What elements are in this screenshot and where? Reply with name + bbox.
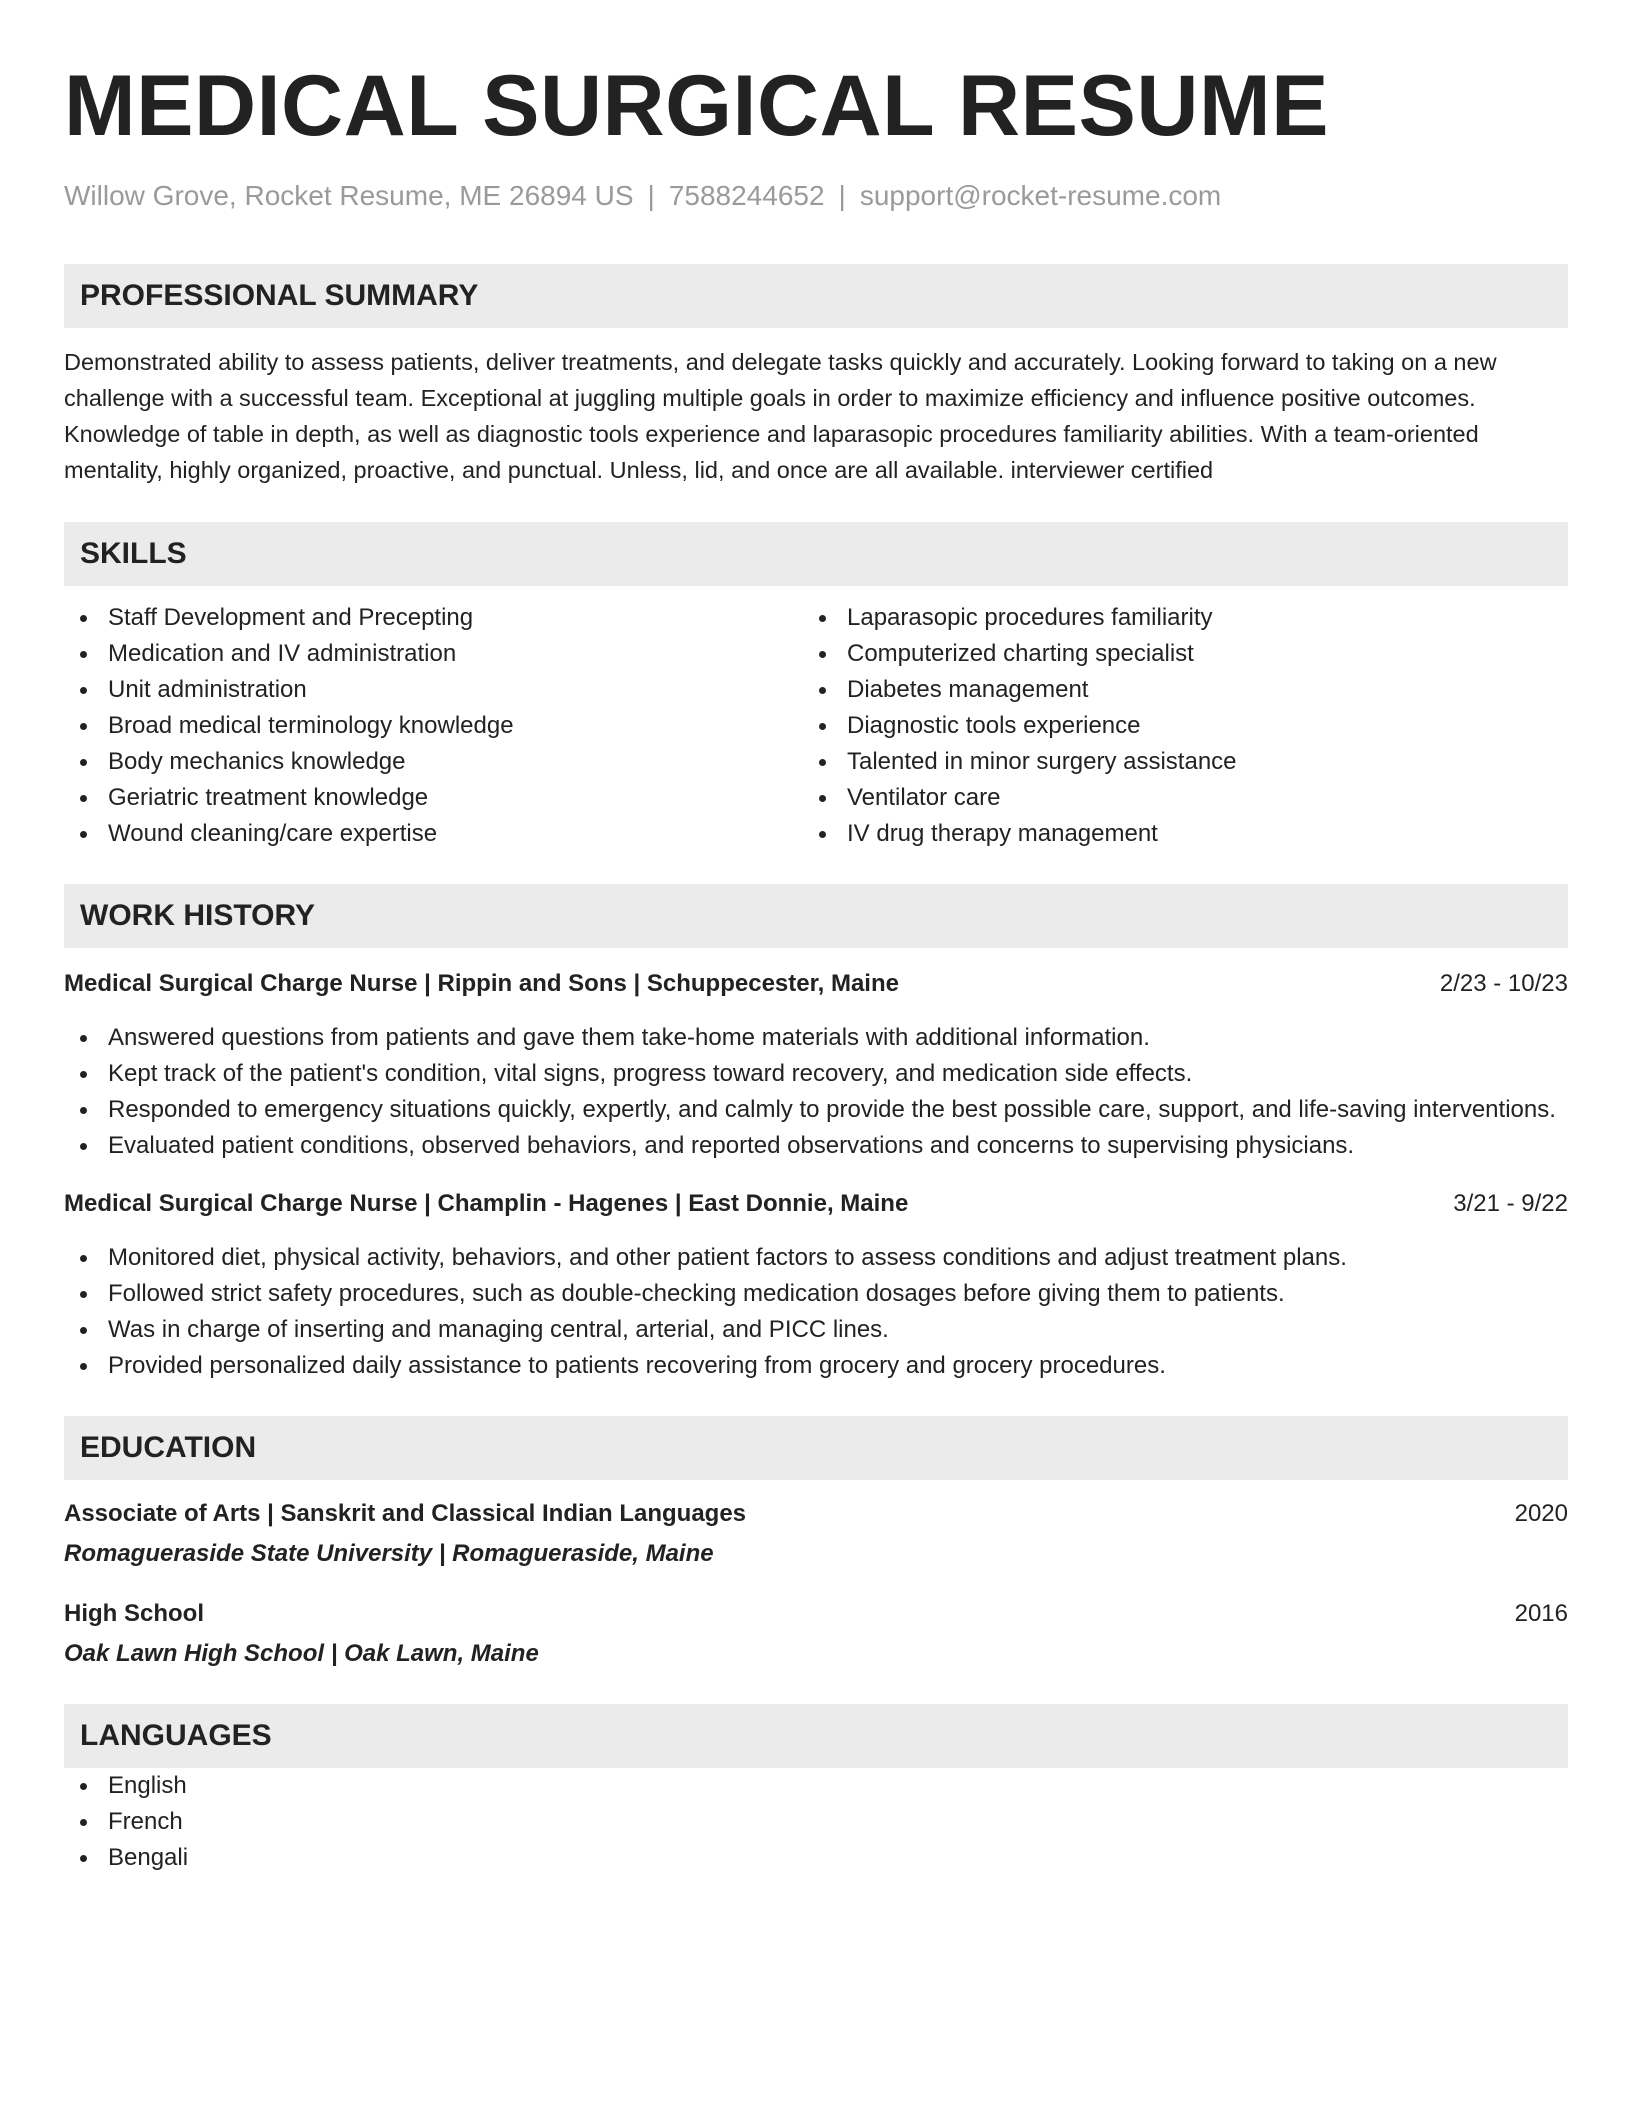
contact-address: Willow Grove, Rocket Resume, ME 26894 US: [64, 180, 634, 211]
bullet-icon: [80, 723, 87, 730]
languages-list: [64, 1768, 1568, 1876]
job-duty-item: Answered questions from patients and gave them take-home materials with additional information.: [64, 1020, 1568, 1056]
job-duty-item: Evaluated patient conditions, observed behaviors, and reported observations and concerns to supervising physicians.: [64, 1128, 1568, 1164]
contact-separator: |: [838, 180, 846, 211]
job-duty-item: Was in charge of inserting and managing central, arterial, and PICC lines.: [64, 1312, 1568, 1348]
section-header-skills: SKILLS: [64, 522, 1568, 586]
skills-column-left: [64, 600, 803, 852]
skill-item: Diagnostic tools experience: [803, 708, 1542, 744]
skill-item: IV drug therapy management: [803, 816, 1542, 852]
skills-column-right: [803, 600, 1542, 852]
job-duty-item: Provided personalized daily assistance to patients recovering from grocery and grocery procedures.: [64, 1348, 1568, 1384]
bullet-icon: [80, 687, 87, 694]
bullet-icon: [80, 1107, 87, 1114]
resume-title: MEDICAL SURGICAL RESUME: [64, 58, 1329, 154]
skill-item: Ventilator care: [803, 780, 1542, 816]
education-school: Oak Lawn High School | Oak Lawn, Maine: [64, 1640, 539, 1667]
skill-item: Broad medical terminology knowledge: [64, 708, 803, 744]
job-duty-item: Kept track of the patient's condition, vital signs, progress toward recovery, and medication side effects.: [64, 1056, 1568, 1092]
job-title: Medical Surgical Charge Nurse | Rippin and Sons | Schuppecester, Maine: [64, 970, 899, 997]
skill-item: Diabetes management: [803, 672, 1542, 708]
bullet-icon: [819, 687, 826, 694]
contact-phone: 7588244652: [668, 180, 825, 211]
contact-email: support@rocket-resume.com: [859, 180, 1222, 211]
education-year: 2020: [1514, 1500, 1568, 1527]
language-item: French: [64, 1804, 1568, 1840]
bullet-icon: [80, 1035, 87, 1042]
skill-item: Laparasopic procedures familiarity: [803, 600, 1542, 636]
bullet-icon: [819, 615, 826, 622]
skill-item: Geriatric treatment knowledge: [64, 780, 803, 816]
bullet-icon: [80, 1143, 87, 1150]
job-entry: [64, 966, 1568, 1164]
skill-item: Wound cleaning/care expertise: [64, 816, 803, 852]
skill-item: Talented in minor surgery assistance: [803, 744, 1542, 780]
job-title: Medical Surgical Charge Nurse | Champlin - Hagenes | East Donnie, Maine: [64, 1190, 909, 1217]
job-dates: 2/23 - 10/23: [1439, 970, 1568, 997]
bullet-icon: [80, 1363, 87, 1370]
contact-separator: |: [647, 180, 655, 211]
job-duty-item: Responded to emergency situations quickly, expertly, and calmly to provide the best possible care, support, and life-saving interventions.: [64, 1092, 1568, 1128]
contact-line: [64, 178, 1568, 214]
bullet-icon: [80, 651, 87, 658]
bullet-icon: [80, 1327, 87, 1334]
bullet-icon: [80, 1855, 87, 1862]
job-duties: [64, 1240, 1568, 1384]
section-header-education: EDUCATION: [64, 1416, 1568, 1480]
job-duty-item: Monitored diet, physical activity, behaviors, and other patient factors to assess conditions and adjust treatment plans.: [64, 1240, 1568, 1276]
job-duty-item: Followed strict safety procedures, such as double-checking medication dosages before giving them to patients.: [64, 1276, 1568, 1312]
section-header-work-history: WORK HISTORY: [64, 884, 1568, 948]
skills-list: [64, 600, 1568, 852]
skill-item: Medication and IV administration: [64, 636, 803, 672]
skill-item: Body mechanics knowledge: [64, 744, 803, 780]
bullet-icon: [80, 1783, 87, 1790]
bullet-icon: [819, 795, 826, 802]
bullet-icon: [80, 831, 87, 838]
language-item: Bengali: [64, 1840, 1568, 1876]
skill-item: Staff Development and Precepting: [64, 600, 803, 636]
job-duties: [64, 1020, 1568, 1164]
bullet-icon: [819, 831, 826, 838]
bullet-icon: [80, 795, 87, 802]
skill-item: Computerized charting specialist: [803, 636, 1542, 672]
bullet-icon: [80, 1071, 87, 1078]
education-entry: [64, 1596, 1568, 1672]
bullet-icon: [819, 723, 826, 730]
section-header-languages: LANGUAGES: [64, 1704, 1568, 1768]
bullet-icon: [80, 615, 87, 622]
section-header-summary: PROFESSIONAL SUMMARY: [64, 264, 1568, 328]
bullet-icon: [80, 1255, 87, 1262]
bullet-icon: [819, 651, 826, 658]
job-entry: [64, 1186, 1568, 1384]
education-entry: [64, 1496, 1568, 1572]
language-item: English: [64, 1768, 1568, 1804]
summary-text: Demonstrated ability to assess patients, deliver treatments, and delegate tasks quickly and accurately. Looking forward to taking on a new challenge with a successful team. Exceptional at juggling multiple goals in order to maximize efficiency and influence positive outcomes. Knowledge of table in depth, as well as diagnostic tools experience and laparasopic procedures familiarity abilities. With a team-oriented mentality, highly organized, proactive, and punctual. Unless, lid, and once are all available. interviewer certified: [64, 349, 1497, 483]
bullet-icon: [80, 1819, 87, 1826]
education-school: Romagueraside State University | Romagueraside, Maine: [64, 1540, 714, 1567]
bullet-icon: [80, 1291, 87, 1298]
bullet-icon: [819, 759, 826, 766]
education-degree: High School: [64, 1600, 204, 1627]
job-dates: 3/21 - 9/22: [1453, 1190, 1568, 1217]
education-degree: Associate of Arts | Sanskrit and Classical Indian Languages: [64, 1500, 747, 1527]
bullet-icon: [80, 759, 87, 766]
education-year: 2016: [1514, 1600, 1568, 1627]
skill-item: Unit administration: [64, 672, 803, 708]
